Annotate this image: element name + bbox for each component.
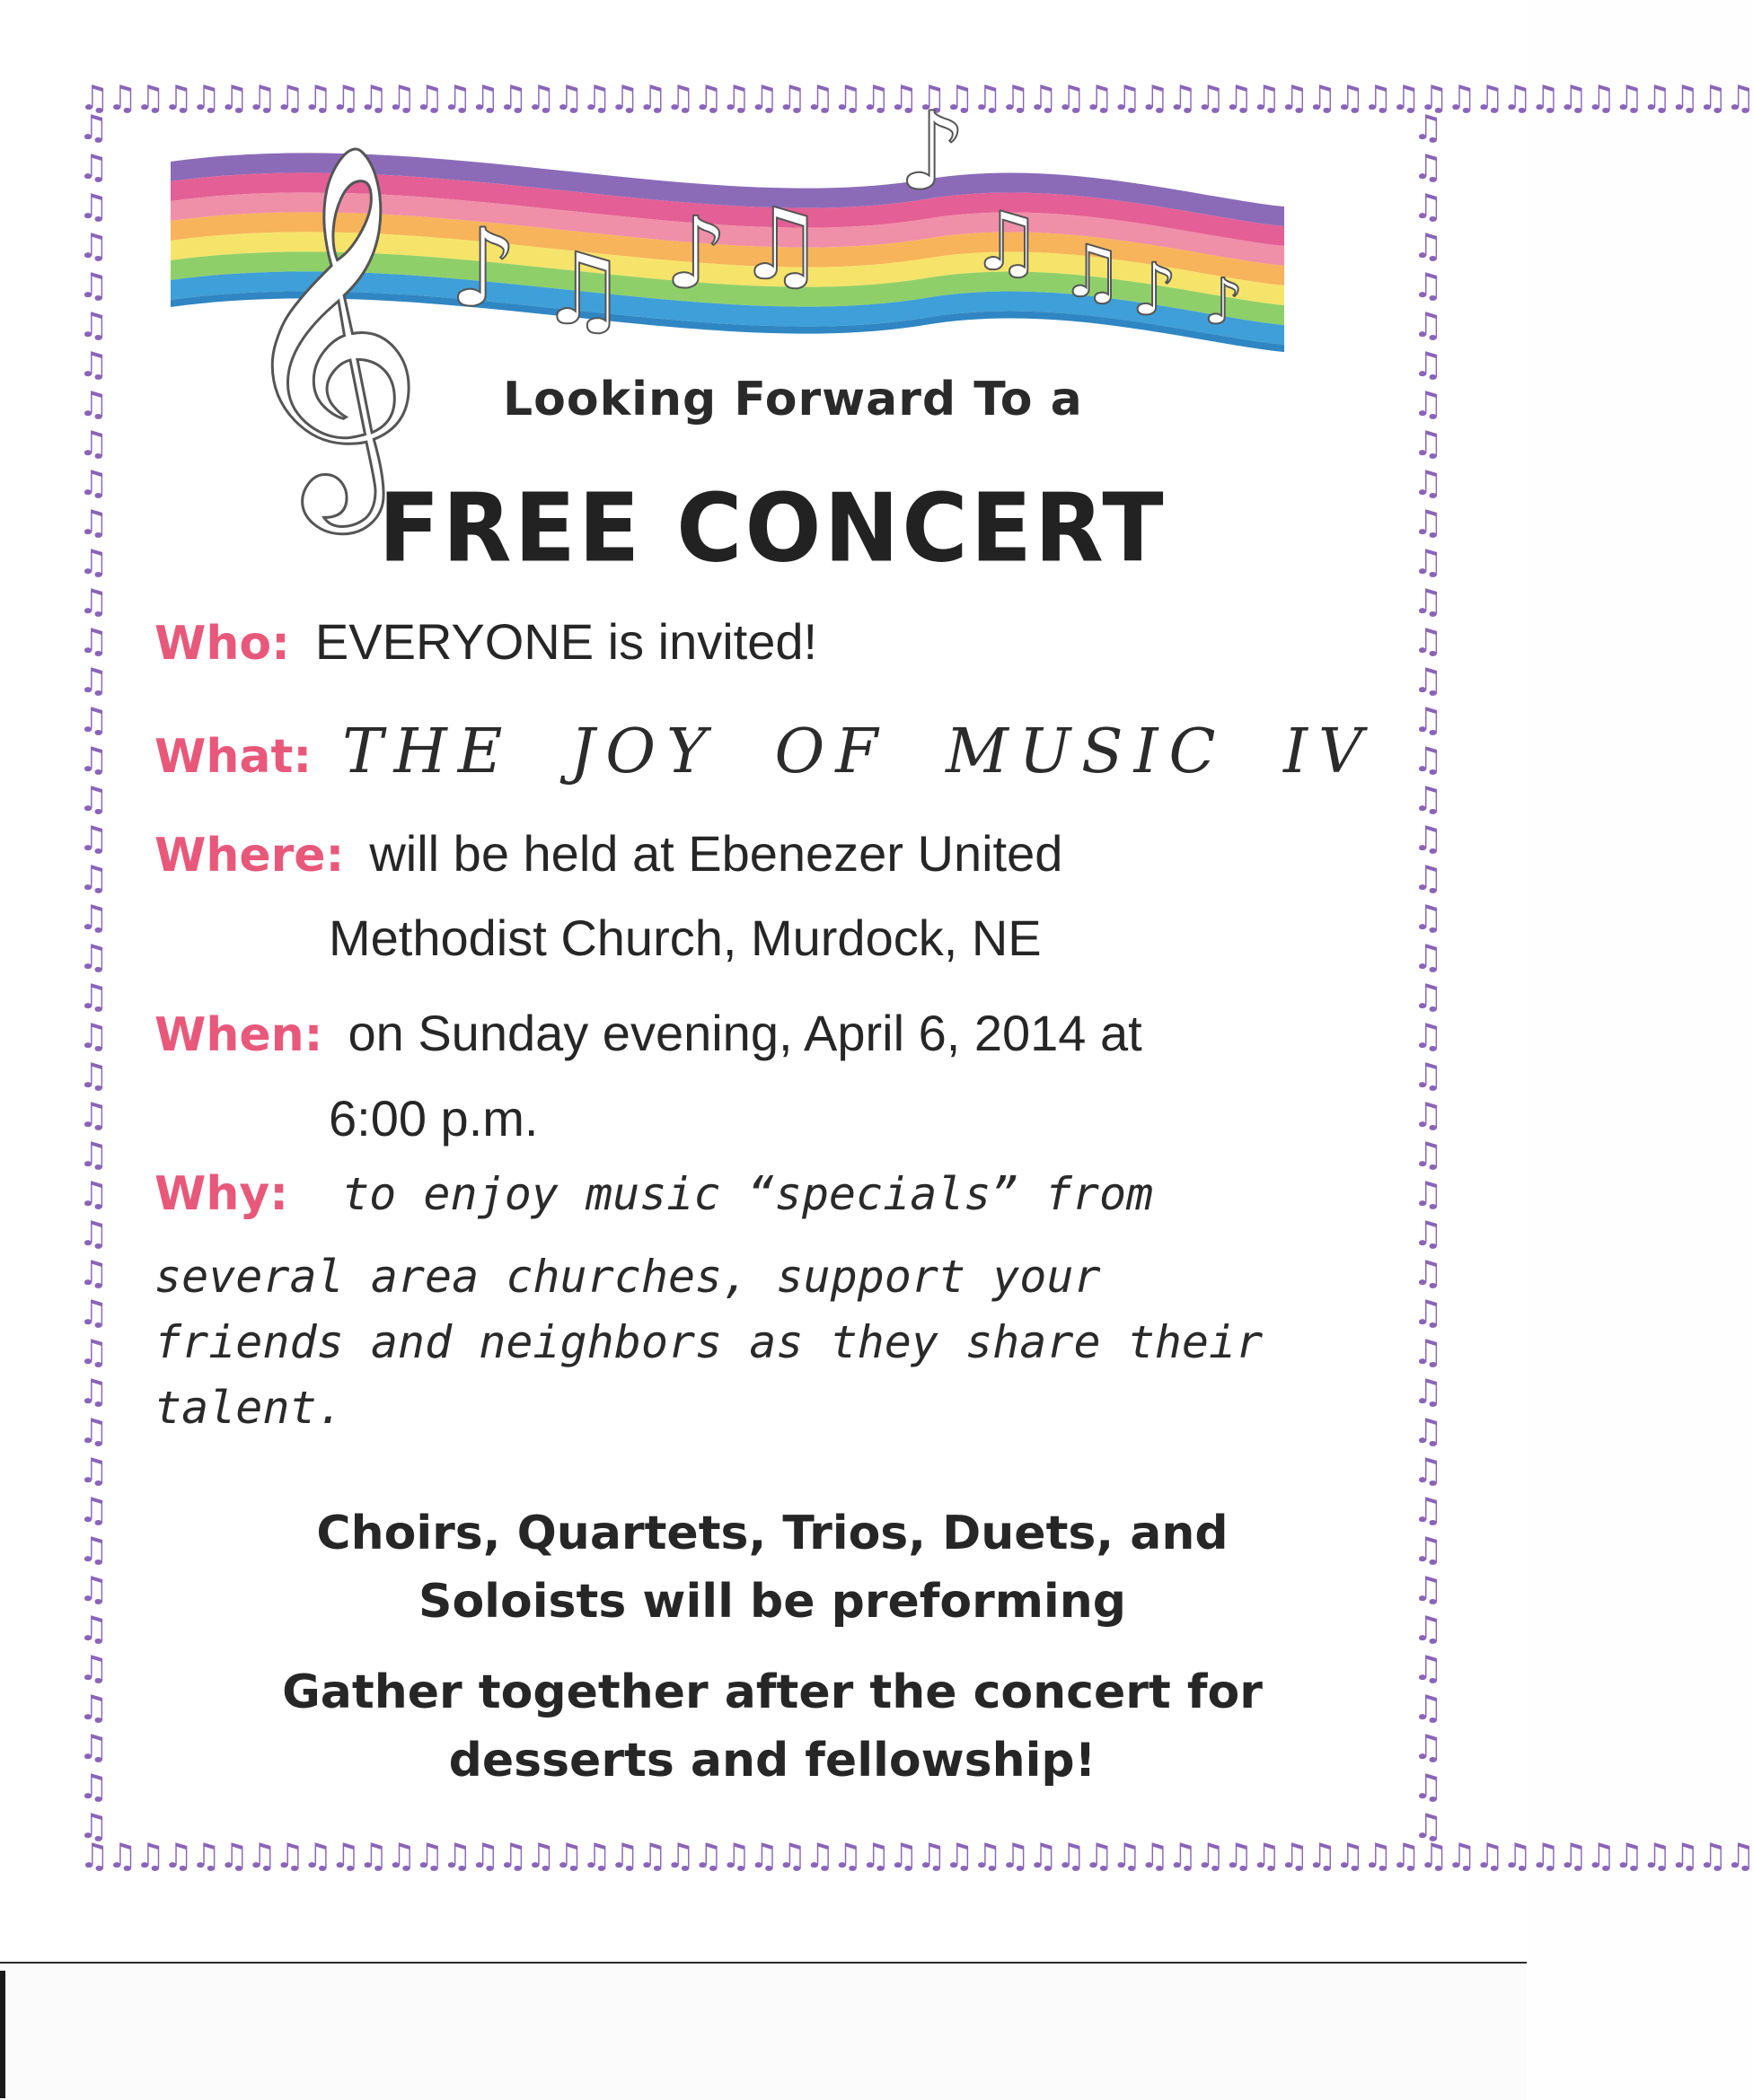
what-label: What:: [154, 730, 313, 784]
where-line-1: will be held at Ebenezer United: [369, 825, 1063, 882]
svg-text:♫: ♫: [1060, 230, 1124, 313]
what-row: [154, 716, 1412, 787]
rainbow-music-banner: [162, 90, 1293, 516]
svg-text:♪: ♪: [1132, 248, 1178, 331]
svg-text:𝄞: 𝄞: [233, 140, 425, 516]
when-label: When:: [154, 1008, 323, 1062]
why-line-3: friends and neighbors as they share their: [154, 1316, 1264, 1368]
svg-text:♫: ♫: [736, 187, 825, 302]
why-line-4: talent.: [154, 1382, 344, 1434]
why-body: [154, 1244, 1394, 1441]
scan-margin: [0, 1962, 1527, 2100]
svg-text:♫: ♫: [539, 232, 628, 347]
headline: Looking Forward To a: [503, 373, 1083, 426]
performers-line-2: Soloists will be preforming: [418, 1575, 1126, 1629]
scan-edge-mark: [0, 1971, 5, 2098]
gather-line-2: desserts and fellowship!: [448, 1734, 1097, 1788]
svg-text:♪: ♪: [898, 90, 967, 215]
why-line-2: several area churches, support your: [154, 1251, 1101, 1303]
gather-text: [144, 1658, 1401, 1795]
svg-text:♪: ♪: [1203, 265, 1244, 338]
performers-text: [144, 1499, 1401, 1636]
who-label: Who:: [154, 617, 290, 671]
why-label: Why:: [154, 1167, 289, 1221]
page-title: FREE CONCERT: [378, 473, 1167, 584]
when-line-2-row: [329, 1089, 1586, 1147]
where-line-2-row: [329, 909, 1586, 967]
music-note-border-left: ♫♫♫♫♫♫♫♫♫♫♫♫♫♫♫♫♫♫♫♫♫♫♫♫♫♫♫♫♫♫♫♫♫♫♫♫♫♫♫♫♫♫♫♫: [77, 108, 110, 1846]
why-row: [154, 1167, 1412, 1221]
svg-text:♫: ♫: [970, 195, 1043, 289]
gather-line-1: Gather together after the concert for: [282, 1665, 1263, 1719]
when-line-2: 6:00 p.m.: [329, 1090, 539, 1147]
where-line-2: Methodist Church, Murdock, NE: [329, 909, 1042, 966]
svg-text:♪: ♪: [449, 206, 518, 331]
who-row: [154, 612, 1412, 671]
svg-text:♪: ♪: [665, 196, 728, 311]
why-line-1: to enjoy music “specials” from: [342, 1168, 1154, 1220]
music-note-border-right: ♫♫♫♫♫♫♫♫♫♫♫♫♫♫♫♫♫♫♫♫♫♫♫♫♫♫♫♫♫♫♫♫♫♫♫♫♫♫♫♫♫♫♫♫: [1412, 108, 1444, 1846]
performers-line-1: Choirs, Quartets, Trios, Duets, and: [316, 1507, 1229, 1560]
when-row: [154, 1004, 1412, 1062]
music-note-border-top: ♫♫♫♫♫♫♫♫♫♫♫♫♫♫♫♫♫♫♫♫♫♫♫♫♫♫♫♫♫♫♫♫♫♫♫♫♫♫♫♫♫♫♫♫♫♫♫♫♫♫♫♫♫♫♫♫♫♫♫♫: [79, 78, 1753, 118]
where-row: [154, 824, 1412, 883]
what-value: THE JOY OF MUSIC IV: [342, 716, 1374, 787]
who-value: EVERYONE is invited!: [314, 613, 818, 670]
where-label: Where:: [154, 829, 345, 883]
music-note-border-bottom: ♫♫♫♫♫♫♫♫♫♫♫♫♫♫♫♫♫♫♫♫♫♫♫♫♫♫♫♫♫♫♫♫♫♫♫♫♫♫♫♫♫♫♫♫♫♫♫♫♫♫♫♫♫♫♫♫♫♫♫♫: [79, 1836, 1753, 1876]
when-line-1: on Sunday evening, April 6, 2014 at: [348, 1005, 1142, 1061]
